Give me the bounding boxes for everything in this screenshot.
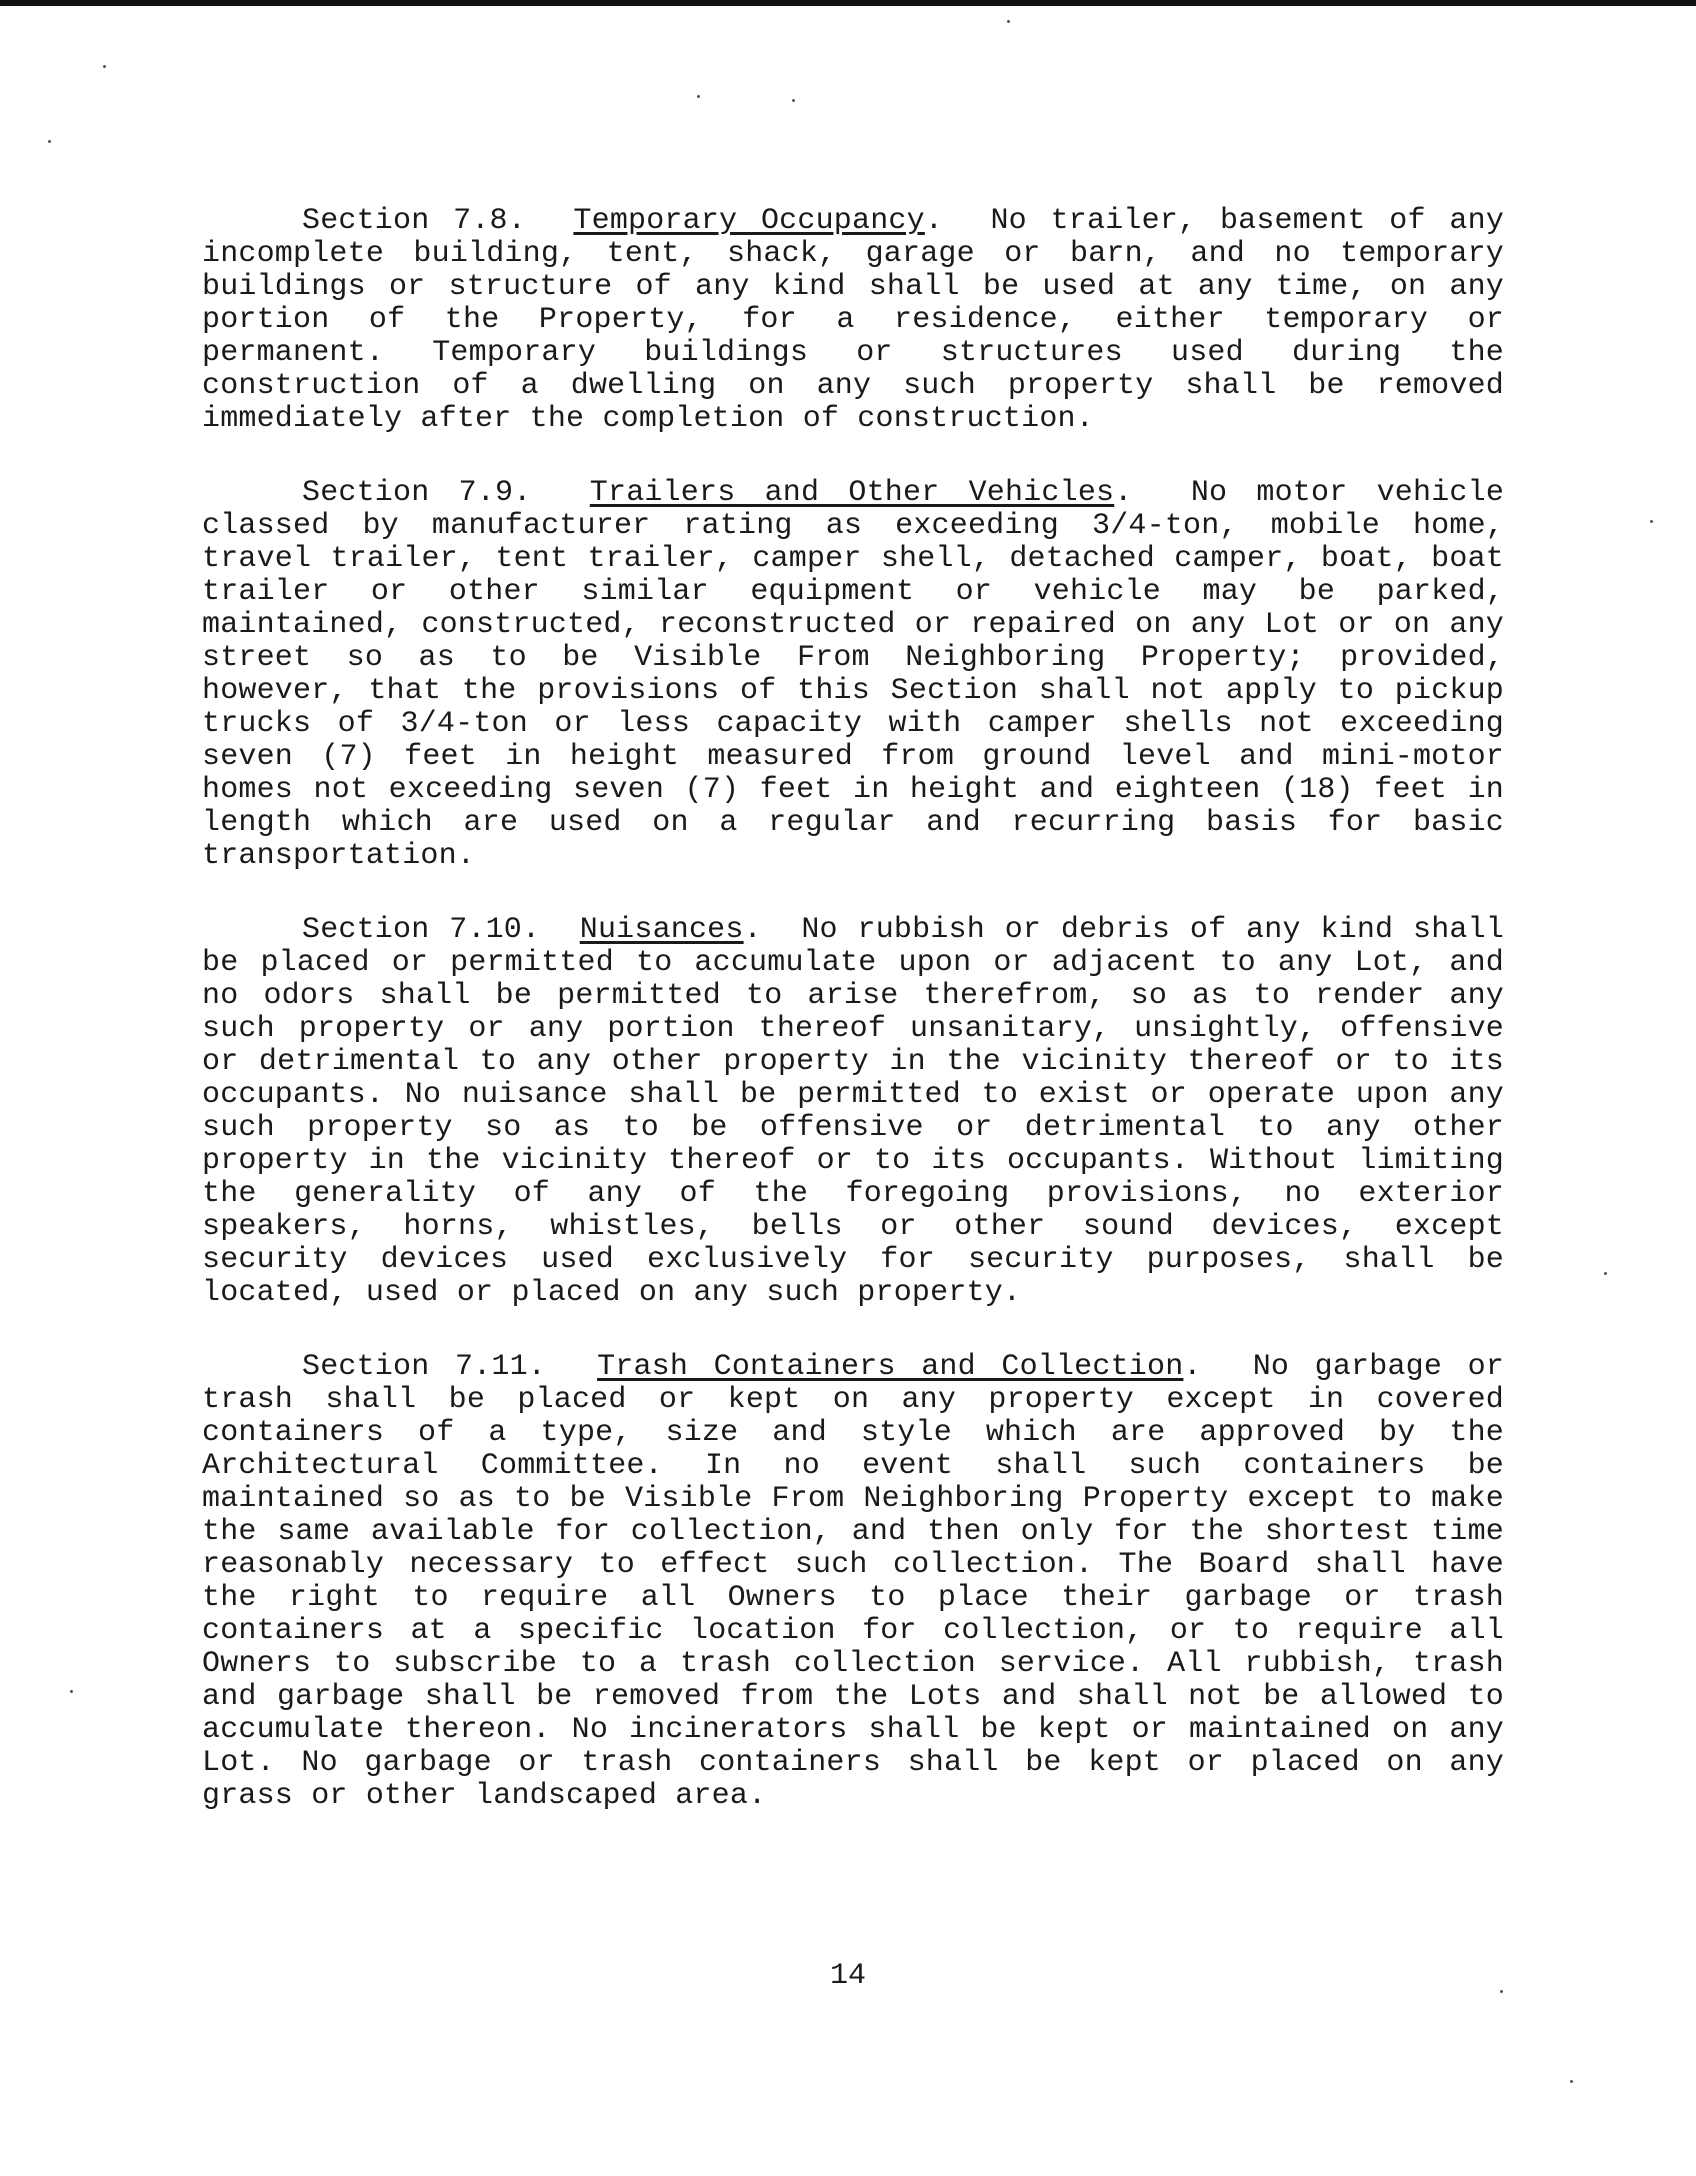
section-body: No rubbish or debris of any kind shall be placed or permitted to accumulate upon or adjacent to any Lot, and no odors shall be permitted to arise therefrom, so as to render any such property or any portion thereof unsanitary, unsightly, offensive or detrimental to any other property in the vicinity thereof or to its occupants. No nuisance shall be permitted to exist or operate upon any such property so as to be offensive or detrimental to any other property in the vicinity thereof or to its occupants. Without limiting the generality of any of the foregoing provisions, no exterior speakers, horns, whistles, bells or other sound devices, except security devices used exclusively for security purposes, shall be located, used or placed on any such property. — [202, 913, 1505, 1310]
scan-speck — [103, 65, 106, 68]
scan-speck — [48, 140, 51, 143]
section-7-9 — [202, 477, 1504, 873]
section-paragraph: Section 7.10. Nuisances. No rubbish or debris of any kind shall be placed or permitted to accumulate upon or adjacent to any Lot, and no odors shall be permitted to arise therefrom, so as to render any such property or any portion thereof unsanitary, unsightly, offensive or detrimental to any other property in the vicinity thereof or to its occupants. No nuisance shall be permitted to exist or operate upon any such property so as to be offensive or detrimental to any other property in the vicinity thereof or to its occupants. Without limiting the generality of any of the foregoing provisions, no exterior speakers, horns, whistles, bells or other sound devices, except security devices used exclusively for security purposes, shall be located, used or placed on any such property. — [202, 913, 1505, 1310]
scan-speck — [70, 1690, 73, 1693]
section-heading: Trailers and Other Vehicles — [589, 476, 1115, 510]
section-body: No trailer, basement of any incomplete building, tent, shack, garage or barn, and no temporary buildings or structure of any kind shall be used at any time, on any portion of the Property, for a residence, either temporary or permanent. Temporary buildings or structures used during the construction of a dwelling on any such property shall be removed immediately after the completion of construction. — [202, 204, 1505, 436]
top-scan-border — [0, 0, 1696, 6]
scan-speck — [697, 95, 700, 98]
section-7-8 — [202, 205, 1504, 436]
section-paragraph: Section 7.9. Trailers and Other Vehicles. No motor vehicle classed by manufacturer rating as exceeding 3/4-ton, mobile home, travel trailer, tent trailer, camper shell, detached camper, boat, boat trailer or other similar equipment or vehicle may be parked, maintained, constructed, reconstructed or repaired on any Lot or on any street so as to be Visible From Neighboring Property; provided, however, that the provisions of this Section shall not apply to pickup trucks of 3/4-ton or less capacity with camper shells not exceeding seven (7) feet in height measured from ground level and mini-motor homes not exceeding seven (7) feet in height and eighteen (18) feet in length which are used on a regular and recurring basis for basic transportation. — [202, 476, 1505, 873]
section-paragraph: Section 7.11. Trash Containers and Collection. No garbage or trash shall be placed or kept on any property except in covered containers of a type, size and style which are approved by the Architectural Committee. In no event shall such containers be maintained so as to be Visible From Neighboring Property except to make the same available for collection, and then only for the shortest time reasonably necessary to effect such collection. The Board shall have the right to require all Owners to place their garbage or trash containers at a specific location for collection, or to require all Owners to subscribe to a trash collection service. All rubbish, trash and garbage shall be removed from the Lots and shall not be allowed to accumulate thereon. No incinerators shall be kept or maintained on any Lot. No garbage or trash containers shall be kept or placed on any grass or other landscaped area. — [202, 1350, 1505, 1813]
section-heading: Trash Containers and Collection — [597, 1350, 1184, 1384]
scan-speck — [1007, 20, 1010, 23]
section-heading: Nuisances — [579, 913, 744, 947]
section-body: No garbage or trash shall be placed or kept on any property except in covered containers of a type, size and style which are approved by the Architectural Committee. In no event shall such containers be maintained so as to be Visible From Neighboring Property except to make the same available for collection, and then only for the shortest time reasonably necessary to effect such collection. The Board shall have the right to require all Owners to place their garbage or trash containers at a specific location for collection, or to require all Owners to subscribe to a trash collection service. All rubbish, trash and garbage shall be removed from the Lots and shall not be allowed to accumulate thereon. No incinerators shall be kept or maintained on any Lot. No garbage or trash containers shall be kept or placed on any grass or other landscaped area. — [202, 1350, 1505, 1813]
section-7-10 — [202, 914, 1504, 1310]
scan-speck — [1500, 1990, 1503, 1993]
scan-speck — [1604, 1272, 1607, 1275]
section-heading: Temporary Occupancy — [573, 204, 925, 238]
section-body: No motor vehicle classed by manufacturer rating as exceeding 3/4-ton, mobile home, travel trailer, tent trailer, camper shell, detached camper, boat, boat trailer or other similar equipment or vehicle may be parked, maintained, constructed, reconstructed or repaired on any Lot or on any street so as to be Visible From Neighboring Property; provided, however, that the provisions of this Section shall not apply to pickup trucks of 3/4-ton or less capacity with camper shells not exceeding seven (7) feet in height measured from ground level and mini-motor homes not exceeding seven (7) feet in height and eighteen (18) feet in length which are used on a regular and recurring basis for basic transportation. — [202, 476, 1505, 873]
section-paragraph: Section 7.8. Temporary Occupancy. No trailer, basement of any incomplete building, tent, shack, garage or barn, and no temporary buildings or structure of any kind shall be used at any time, on any portion of the Property, for a residence, either temporary or permanent. Temporary buildings or structures used during the construction of a dwelling on any such property shall be removed immediately after the completion of construction. — [202, 204, 1505, 436]
section-label: Section 7.11. — [302, 1350, 546, 1384]
section-label: Section 7.8. — [302, 204, 526, 238]
document-page — [202, 205, 1504, 1854]
scan-speck — [1570, 2080, 1573, 2083]
section-label: Section 7.10. — [302, 913, 541, 947]
section-label: Section 7.9. — [302, 476, 532, 510]
page-number: 14 — [829, 1959, 866, 1993]
scan-speck — [792, 99, 795, 102]
section-7-11 — [202, 1351, 1504, 1813]
scan-speck — [1650, 520, 1653, 523]
